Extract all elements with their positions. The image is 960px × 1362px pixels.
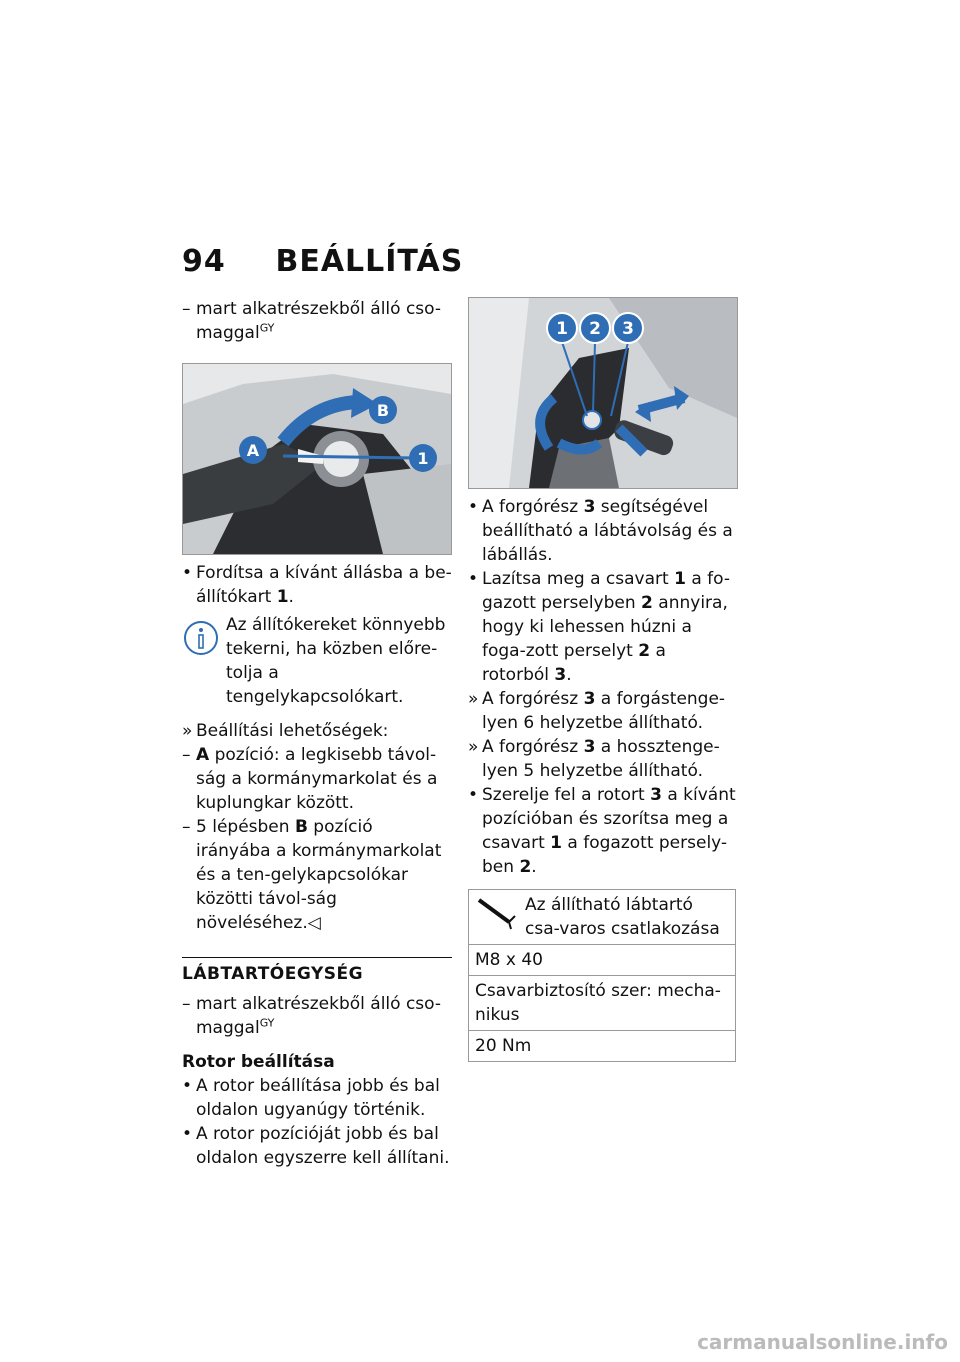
bullet-item: • Lazítsa meg a csavart 1 a fo-gazott perselyben 2 annyira, hogy ki lehessen húzni a foga-zott perselyt 2 a rotorból 3.	[468, 569, 730, 685]
figure-label-1: 1	[556, 319, 568, 339]
right-column	[468, 297, 736, 1062]
option-a-item: – A pozíció: a legkisebb távol-ság a kormánymarkolat és a kuplungkar között.	[182, 745, 438, 813]
info-text: Az állítókereket könnyebb tekerni, ha közben előre-tolja a tengelykapcsolókart.	[226, 615, 446, 707]
spec-title-cell: Az állítható lábtartó csa-varos csatlakozása	[469, 890, 736, 945]
end-mark: ◁	[307, 913, 321, 933]
spec-row: 20 Nm	[469, 1031, 736, 1062]
page-header	[182, 244, 463, 279]
subheading: Rotor beállítása	[182, 1052, 335, 1072]
left-column	[182, 297, 452, 1170]
bullet-item: • Szerelje fel a rotort 3 a kívánt pozícióban és szorítsa meg a csavart 1 a fogazott persely-ben 2.	[468, 785, 736, 877]
spec-row: M8 x 40	[469, 945, 736, 976]
option-b-item: – 5 lépésben B pozíció irányába a kormánymarkolat és a ten-gelykapcsolókar közötti távol-ság növeléséhez.◁	[182, 817, 442, 933]
watermark-footer: carmanualsonline.info	[697, 1330, 948, 1354]
clutch-lever-figure	[182, 363, 452, 555]
bullet-item: • Fordítsa a kívánt állásba a be-állítókart 1.	[182, 563, 452, 607]
spec-row: Csavarbiztosító szer: mecha-nikus	[469, 976, 736, 1031]
page-number: 94	[182, 244, 226, 279]
bullet-item: • A forgórész 3 segítségével beállítható a lábtávolság és a lábállás.	[468, 497, 733, 565]
figure-label-a: A	[246, 441, 260, 460]
figure-label-1: 1	[417, 449, 429, 468]
result-item: » A forgórész 3 a forgástenge-lyen 6 helyzetbe állítható.	[468, 689, 726, 733]
section-title: LÁBTARTÓEGYSÉG	[182, 957, 452, 986]
bullet-item: • A rotor pozícióját jobb és bal oldalon egyszerre kell állítani.	[182, 1124, 450, 1168]
footrest-figure	[468, 297, 738, 489]
intro2-dash-item: – mart alkatrészekből álló cso- maggal$^{GY}$	[182, 994, 442, 1038]
page-title: BEÁLLÍTÁS	[275, 244, 464, 279]
result-item: » A forgórész 3 a hossztenge-lyen 5 helyzetbe állítható.	[468, 737, 720, 781]
superscript-gy: GY	[259, 321, 275, 335]
figure-label-b: B	[376, 401, 390, 420]
info-note	[182, 613, 452, 709]
figure-label-2: 2	[589, 319, 601, 339]
wrench-icon	[475, 896, 519, 930]
figure-label-3: 3	[622, 319, 634, 339]
superscript-gy: GY	[259, 1016, 275, 1030]
bullet-item: • A rotor beállítása jobb és bal oldalon ugyanúgy történik.	[182, 1076, 440, 1120]
result-item: » Beállítási lehetőségek:	[182, 721, 389, 741]
intro-dash-item: – mart alkatrészekből álló cso- maggal$^{GY}$	[182, 299, 442, 343]
info-icon	[182, 619, 220, 657]
torque-spec-table	[468, 889, 736, 1062]
